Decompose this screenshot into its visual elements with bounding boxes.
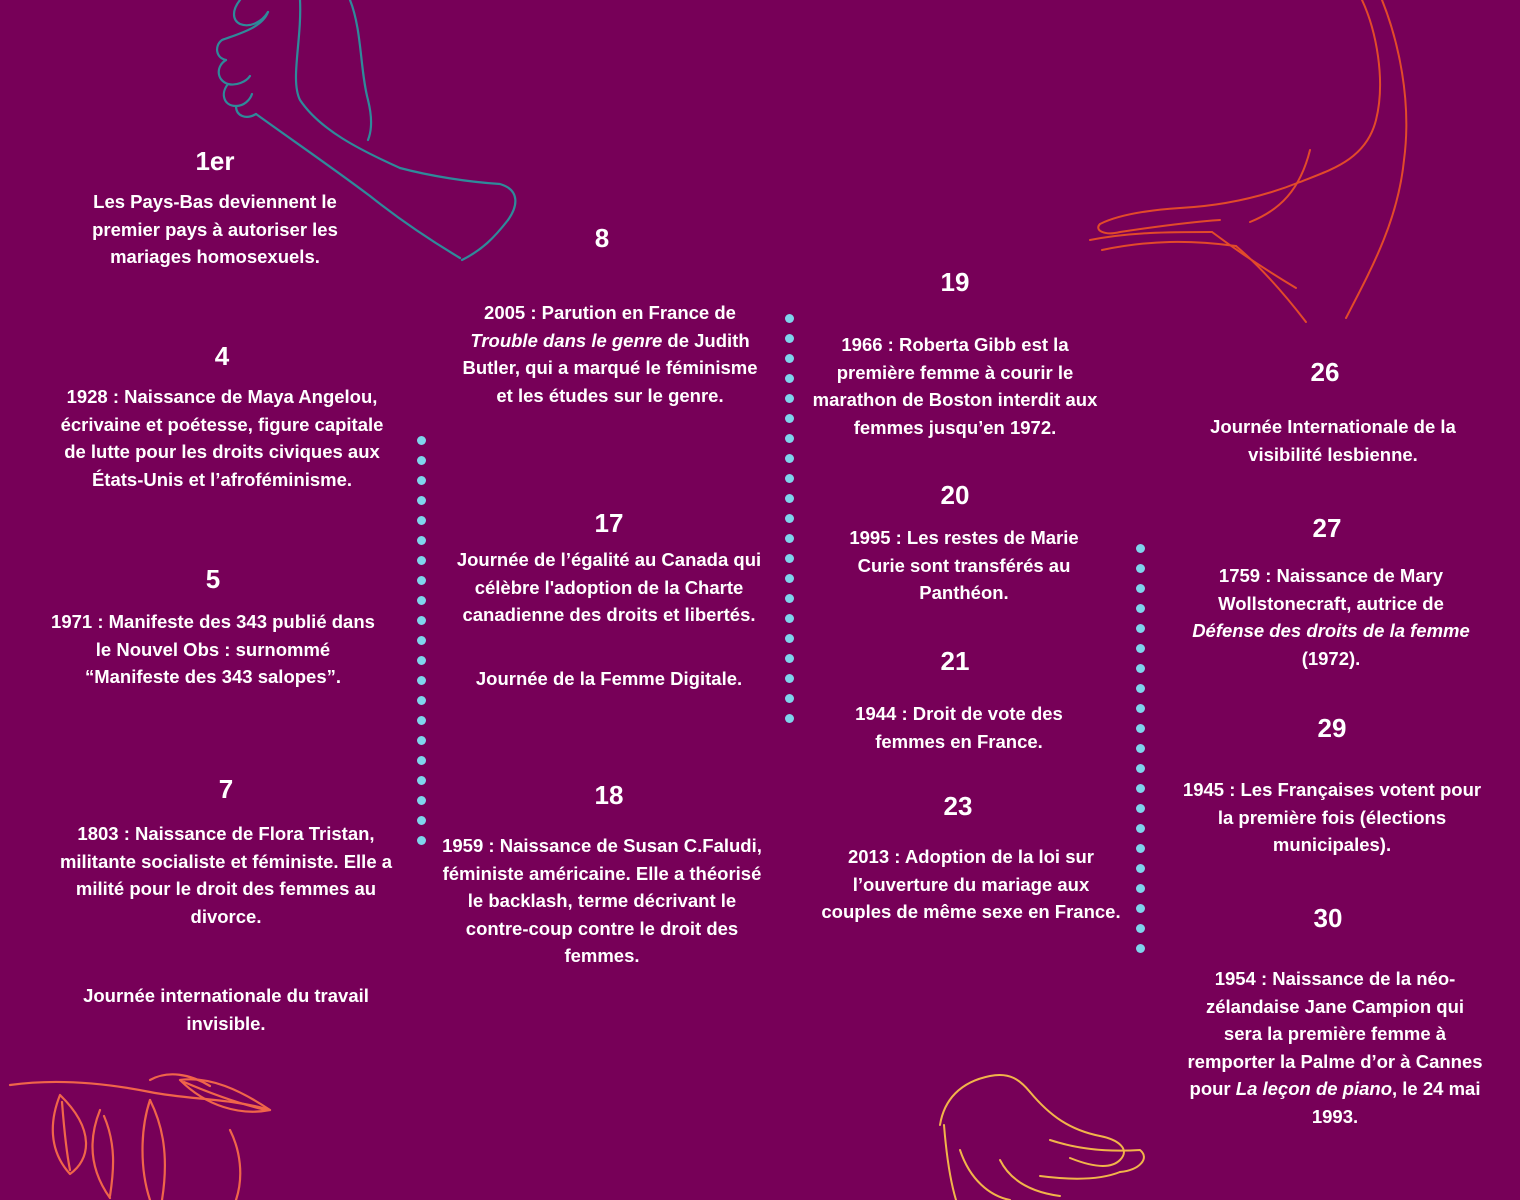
separator-dot bbox=[1136, 564, 1145, 573]
separator-dot bbox=[1136, 784, 1145, 793]
entry-day-20 bbox=[829, 480, 1099, 607]
film-title: La leçon de piano bbox=[1235, 1078, 1393, 1099]
entry-day-17 bbox=[454, 508, 764, 692]
separator-dot bbox=[785, 654, 794, 663]
event-text: 1944 : Droit de vote des femmes en France. bbox=[855, 703, 1063, 752]
book-title: Trouble dans le genre bbox=[470, 329, 663, 351]
separator-dot bbox=[417, 576, 426, 585]
event-text: Journée Internationale de la visibilité lesbienne. bbox=[1210, 416, 1456, 465]
event-text-2: Journée de la Femme Digitale. bbox=[475, 667, 743, 689]
day-number: 26 bbox=[1310, 357, 1340, 387]
separator-dot bbox=[1136, 744, 1145, 753]
separator-dot bbox=[1136, 544, 1145, 553]
entry-day-30 bbox=[1185, 903, 1485, 1130]
separator-dot bbox=[417, 596, 426, 605]
day-number: 23 bbox=[943, 791, 973, 821]
day-number: 30 bbox=[1313, 903, 1343, 933]
separator-dot bbox=[417, 436, 426, 445]
separator-dot bbox=[1136, 684, 1145, 693]
separator-dot bbox=[417, 816, 426, 825]
day-number: 5 bbox=[205, 564, 221, 594]
separator-dot bbox=[1136, 804, 1145, 813]
event-text-part: 1759 : Naissance de Mary Wollstonecraft, autrice de bbox=[1218, 565, 1444, 614]
separator-dot bbox=[785, 334, 794, 343]
separator-dot bbox=[1136, 604, 1145, 613]
separator-dot bbox=[785, 474, 794, 483]
separator-dot bbox=[785, 354, 794, 363]
separator-dot bbox=[1136, 864, 1145, 873]
event-text bbox=[458, 299, 763, 409]
day-number: 27 bbox=[1312, 513, 1342, 543]
entry-day-1 bbox=[65, 146, 365, 271]
separator-dot bbox=[417, 496, 426, 505]
day-number: 19 bbox=[940, 267, 970, 297]
separator-dot bbox=[417, 776, 426, 785]
separator-dot bbox=[417, 756, 426, 765]
separator-dot bbox=[785, 674, 794, 683]
day-number: 4 bbox=[214, 341, 230, 371]
event-text: 1995 : Les restes de Marie Curie sont transférés au Panthéon. bbox=[849, 527, 1079, 603]
separator-dot bbox=[1136, 924, 1145, 933]
separator-dot bbox=[417, 636, 426, 645]
entry-day-4 bbox=[57, 341, 387, 493]
separator-dot bbox=[785, 574, 794, 583]
separator-dot bbox=[785, 454, 794, 463]
separator-dot bbox=[1136, 884, 1145, 893]
event-text-2: Journée internationale du travail invisible. bbox=[83, 985, 369, 1034]
separator-dot bbox=[785, 514, 794, 523]
event-text bbox=[1181, 562, 1481, 672]
event-text bbox=[1185, 965, 1485, 1130]
separator-dot bbox=[785, 494, 794, 503]
day-number: 21 bbox=[940, 646, 970, 676]
hand-illustration-top-right bbox=[1090, 0, 1406, 322]
day-number: 18 bbox=[594, 780, 624, 810]
separator-dot bbox=[417, 556, 426, 565]
separator-dot bbox=[785, 314, 794, 323]
entry-day-26 bbox=[1173, 357, 1493, 468]
entry-day-27 bbox=[1181, 513, 1481, 672]
separator-dot bbox=[1136, 644, 1145, 653]
separator-dot bbox=[417, 536, 426, 545]
leaves-illustration bbox=[10, 1074, 270, 1200]
separator-dot bbox=[417, 656, 426, 665]
event-text: 1971 : Manifeste des 343 publié dans le Nouvel Obs : surnommé “Manifeste des 343 salopes”. bbox=[51, 611, 375, 687]
hand-illustration-bottom bbox=[940, 1075, 1144, 1200]
separator-dot bbox=[1136, 724, 1145, 733]
event-text: 2013 : Adoption de la loi sur l’ouverture du mariage aux couples de même sexe en France. bbox=[821, 846, 1121, 922]
separator-dot bbox=[785, 554, 794, 563]
separator-dot bbox=[1136, 944, 1145, 953]
entry-day-21 bbox=[829, 646, 1089, 755]
event-text: 1945 : Les Françaises votent pour la première fois (élections municipales). bbox=[1182, 779, 1482, 855]
separator-dot bbox=[417, 516, 426, 525]
separator-dot bbox=[785, 634, 794, 643]
event-text: 1928 : Naissance de Maya Angelou, écrivaine et poétesse, figure capitale de lutte pour les droits civiques aux États-Unis et l’afroféminisme. bbox=[60, 386, 384, 490]
separator-dot bbox=[417, 836, 426, 845]
separator-dot bbox=[417, 456, 426, 465]
separator-dot bbox=[417, 676, 426, 685]
entry-day-8 bbox=[458, 223, 763, 409]
separator-dot bbox=[1136, 584, 1145, 593]
separator-dot bbox=[417, 476, 426, 485]
separator-dot bbox=[785, 714, 794, 723]
separator-dot bbox=[785, 534, 794, 543]
event-text-part: 1954 : Naissance de la néo-zélandaise Jane Campion qui sera la première femme à remporter la Palme d’or à Cannes pour bbox=[1187, 968, 1483, 1099]
event-text-part: , le 24 mai 1993. bbox=[1311, 1078, 1481, 1127]
separator-dot bbox=[785, 434, 794, 443]
separator-dot bbox=[417, 696, 426, 705]
entry-day-5 bbox=[48, 564, 378, 691]
day-number: 17 bbox=[594, 508, 624, 538]
separator-dot bbox=[785, 694, 794, 703]
entry-day-7 bbox=[56, 774, 396, 1037]
separator-dot bbox=[785, 614, 794, 623]
separator-dot bbox=[785, 374, 794, 383]
event-text: 1966 : Roberta Gibb est la première femme à courir le marathon de Boston interdit aux femmes jusqu’en 1972. bbox=[812, 334, 1098, 438]
separator-dot bbox=[1136, 664, 1145, 673]
separator-dot bbox=[1136, 704, 1145, 713]
separator-dot bbox=[417, 616, 426, 625]
entry-day-29 bbox=[1182, 713, 1482, 859]
separator-dot bbox=[785, 394, 794, 403]
entry-day-23 bbox=[821, 791, 1121, 926]
day-number: 20 bbox=[940, 480, 970, 510]
separator-dot bbox=[1136, 904, 1145, 913]
separator-dot bbox=[1136, 844, 1145, 853]
separator-dot bbox=[417, 796, 426, 805]
event-text: Journée de l’égalité au Canada qui célèbre l'adoption de la Charte canadienne des droits et libertés. bbox=[456, 549, 762, 625]
separator-dot bbox=[1136, 624, 1145, 633]
day-number: 7 bbox=[218, 774, 234, 804]
event-text-part: (1972). bbox=[1301, 647, 1361, 669]
entry-day-19 bbox=[805, 267, 1105, 441]
separator-dot bbox=[1136, 824, 1145, 833]
separator-dot bbox=[785, 594, 794, 603]
separator-dot bbox=[417, 716, 426, 725]
event-text-part: de Judith Butler, qui a marqué le féminisme et les études sur le genre. bbox=[462, 329, 758, 406]
event-text: 1959 : Naissance de Susan C.Faludi, féministe américaine. Elle a théorisé le backlash, terme décrivant le contre-coup contre le droit des femmes. bbox=[442, 835, 762, 966]
separator-dot bbox=[785, 414, 794, 423]
day-number: 1er bbox=[195, 146, 235, 176]
event-text-part: 2005 : Parution en France de bbox=[484, 302, 736, 323]
day-number: 8 bbox=[594, 223, 610, 253]
separator-dot bbox=[417, 736, 426, 745]
separator-dot bbox=[1136, 764, 1145, 773]
day-number: 29 bbox=[1317, 713, 1347, 743]
book-title: Défense des droits de la femme bbox=[1192, 620, 1470, 641]
event-text: 1803 : Naissance de Flora Tristan, militante socialiste et féministe. Elle a milité pour le droit des femmes au divorce. bbox=[59, 823, 393, 927]
event-text: Les Pays-Bas deviennent le premier pays à autoriser les mariages homosexuels. bbox=[92, 191, 338, 267]
entry-day-18 bbox=[442, 780, 762, 970]
